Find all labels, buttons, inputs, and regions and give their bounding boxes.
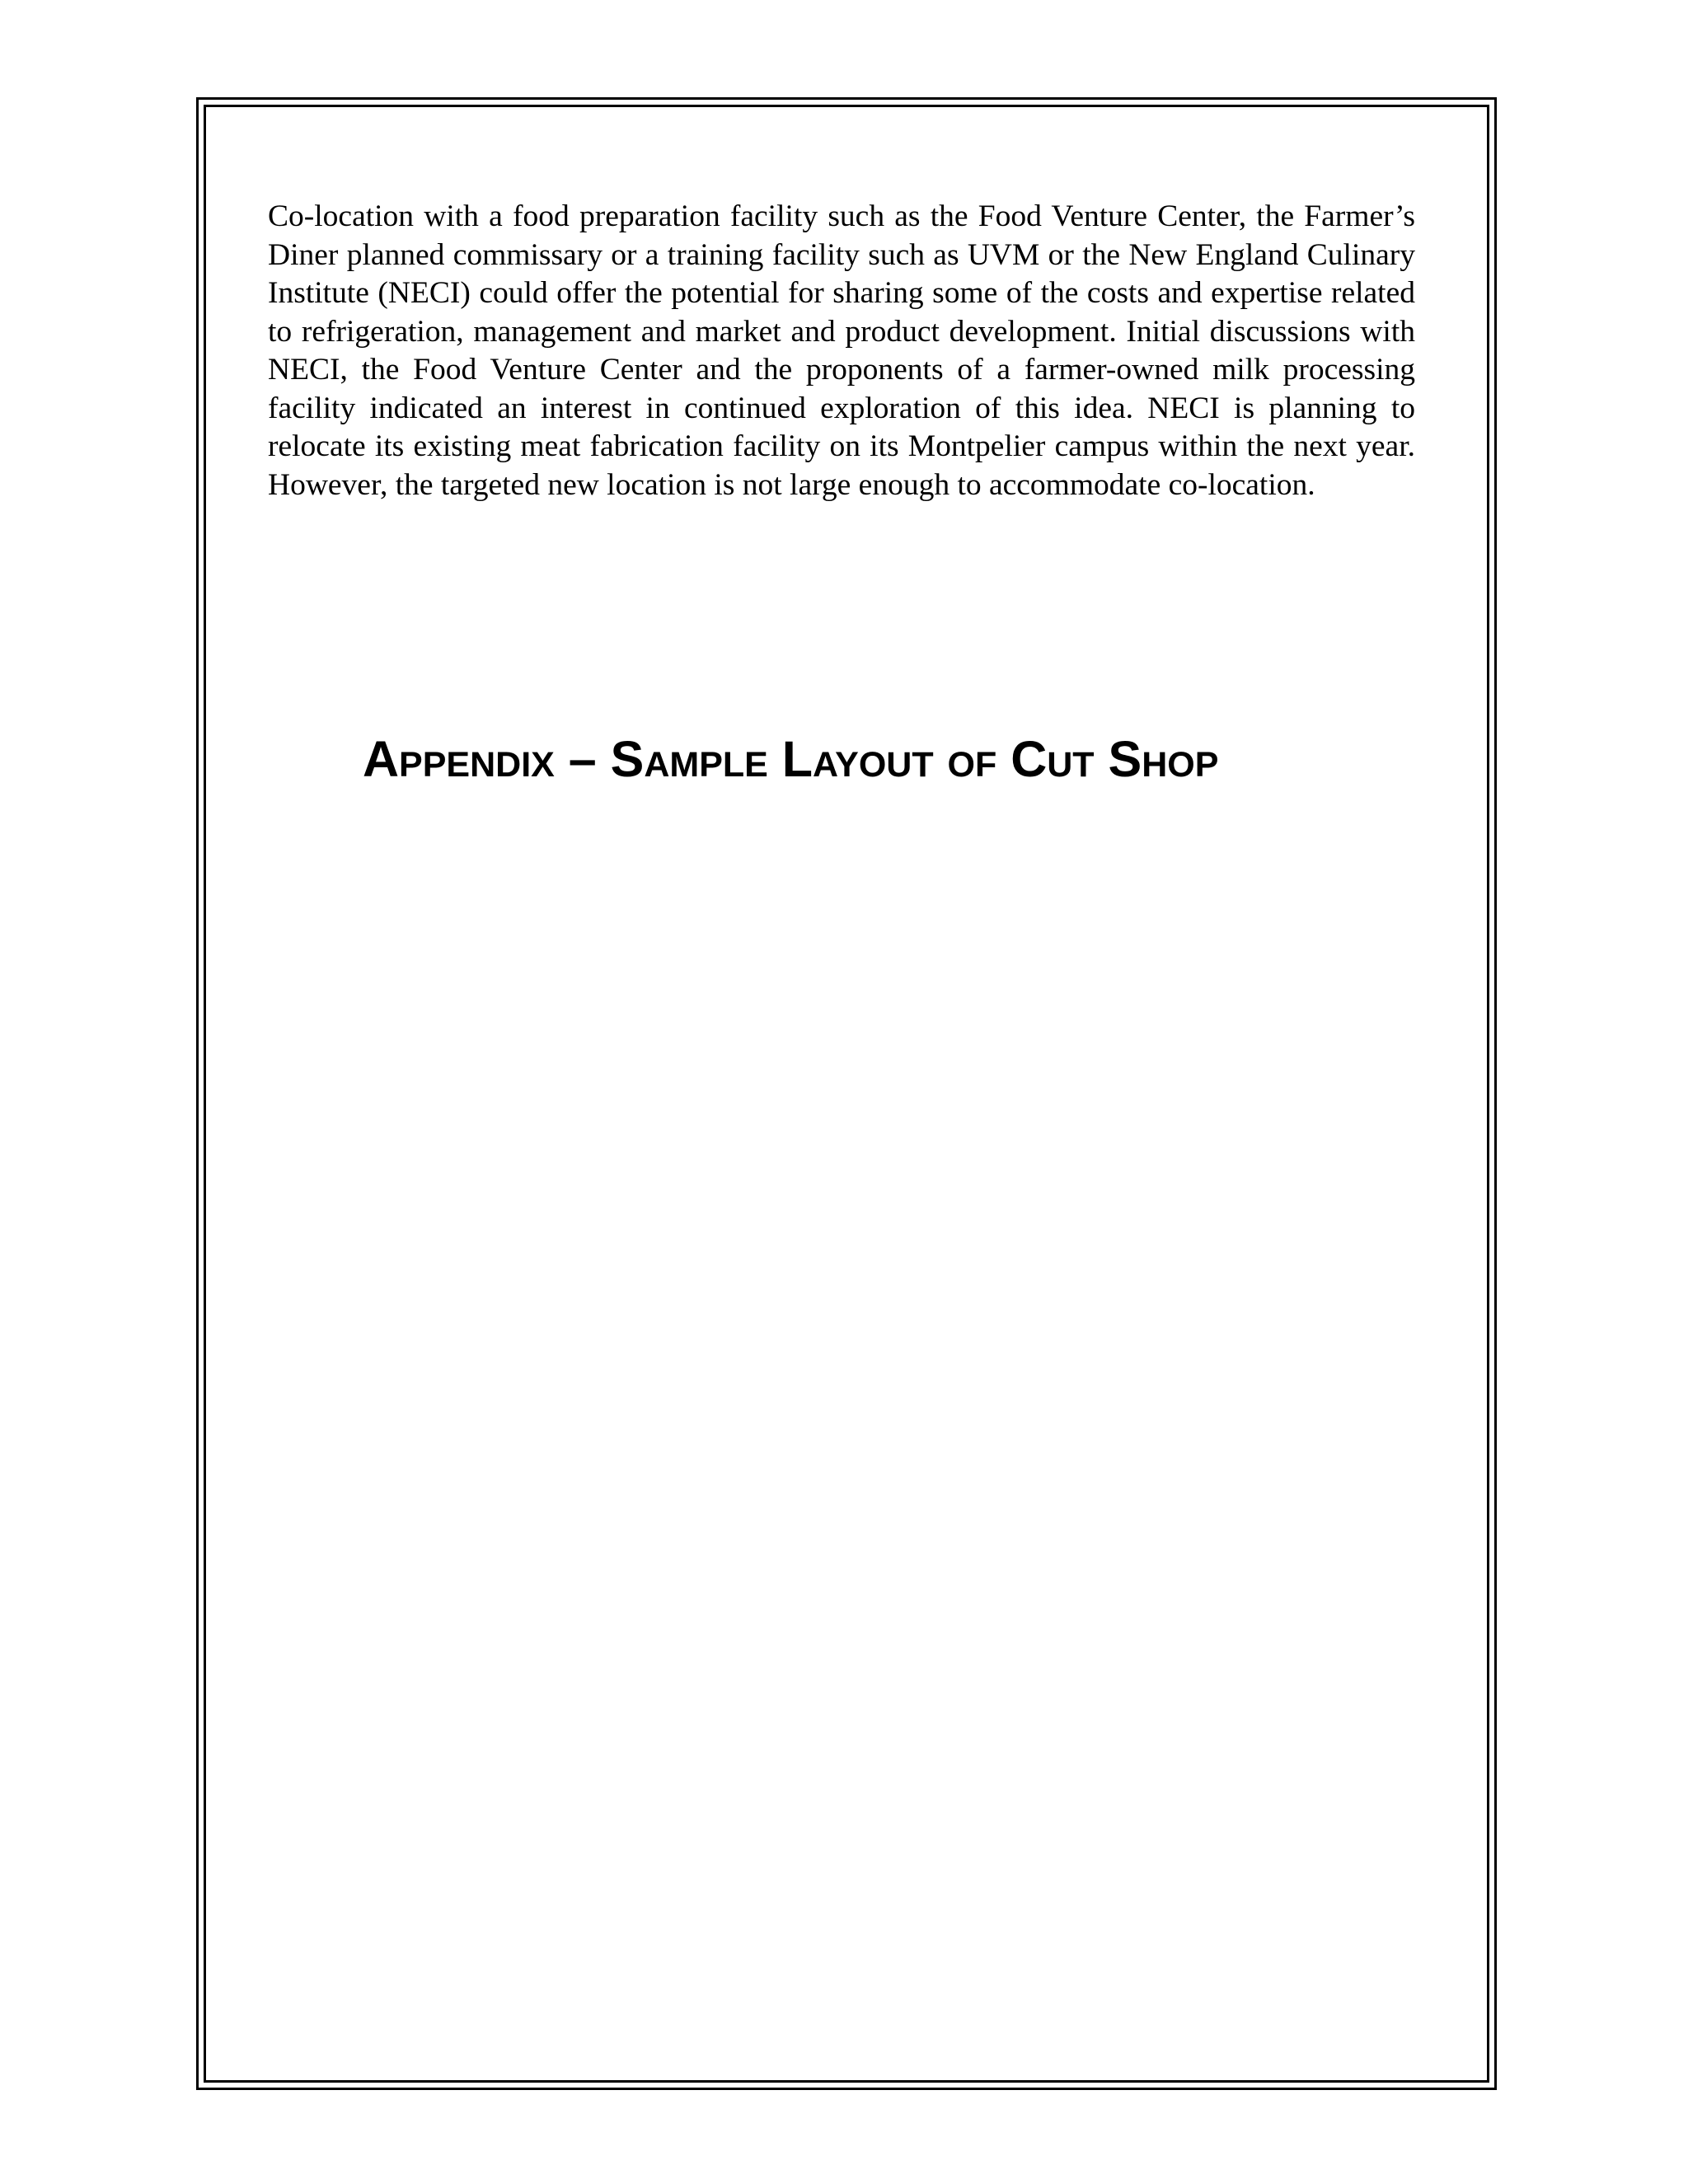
- appendix-heading: Appendix – Sample Layout of Cut Shop: [363, 731, 1219, 787]
- co-location-paragraph: Co-location with a food preparation facility such as the Food Venture Center, the Farmer’s Diner planned commissary or a training facility such as UVM or the New England Culinary Institute (NECI) could offer the potential for sharing some of the costs and expertise related to refrigeration, management and market and product development. Initial discussions with NECI, the Food Venture Center and the proponents of a farmer-owned milk processing facility indicated an interest in continued exploration of this idea. NECI is planning to relocate its existing meat fabrication facility on its Montpelier campus within the next year. However, the targeted new location is not large enough to accommodate co-location.: [268, 199, 1415, 502]
